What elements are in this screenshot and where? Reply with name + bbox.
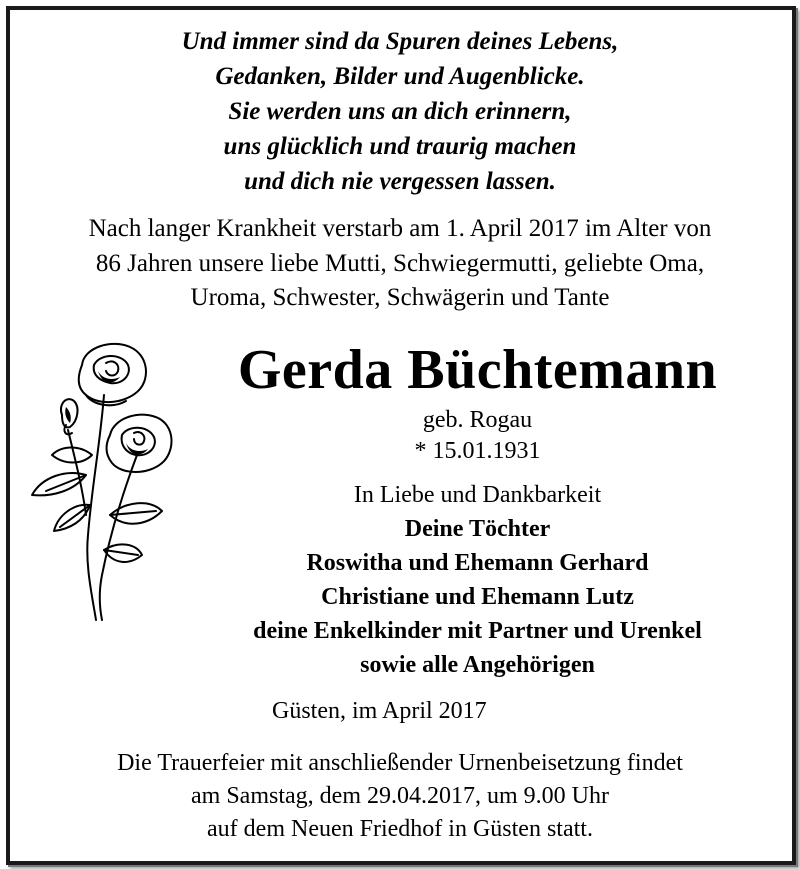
- mourner-line: Roswitha und Ehemann Gerhard: [306, 550, 649, 576]
- funeral-line: auf dem Neuen Friedhof in Güsten statt.: [207, 816, 593, 842]
- poem: [0, 24, 800, 199]
- mourner-line: sowie alle Angehörigen: [360, 652, 595, 678]
- funeral-notice: [0, 747, 800, 846]
- poem-line: uns glücklich und traurig machen: [223, 133, 577, 160]
- funeral-line: Die Trauerfeier mit anschließender Urnenbeisetzung findet: [117, 750, 683, 776]
- mourners: [200, 478, 755, 682]
- deceased-details: [200, 405, 755, 467]
- death-announcement: [0, 212, 800, 316]
- mourner-line: Christiane und Ehemann Lutz: [321, 584, 634, 610]
- mourner-line: deine Enkelkinder mit Partner und Urenkel: [253, 618, 702, 644]
- rose-icon: [22, 335, 182, 625]
- deceased-name: Gerda Büchtemann: [237, 339, 718, 401]
- maiden-name: geb. Rogau: [422, 407, 533, 433]
- funeral-line: am Samstag, dem 29.04.2017, um 9.00 Uhr: [191, 783, 609, 809]
- announcement-line: Uroma, Schwester, Schwägerin und Tante: [190, 284, 610, 311]
- poem-line: Sie werden uns an dich erinnern,: [228, 98, 572, 125]
- mourner-line: Deine Töchter: [404, 516, 551, 542]
- poem-line: und dich nie vergessen lassen.: [244, 168, 556, 195]
- birth-date: * 15.01.1931: [414, 438, 541, 464]
- poem-line: Gedanken, Bilder und Augenblicke.: [215, 63, 585, 90]
- announcement-line: 86 Jahren unsere liebe Mutti, Schwiegermutti, geliebte Oma,: [95, 249, 705, 277]
- mourners-lead: In Liebe und Dankbarkeit: [353, 482, 602, 508]
- poem-line: Und immer sind da Spuren deines Lebens,: [181, 28, 619, 55]
- place-date: Güsten, im April 2017: [272, 698, 487, 724]
- announcement-line: Nach langer Krankheit verstarb am 1. April 2017 im Alter von: [88, 215, 712, 242]
